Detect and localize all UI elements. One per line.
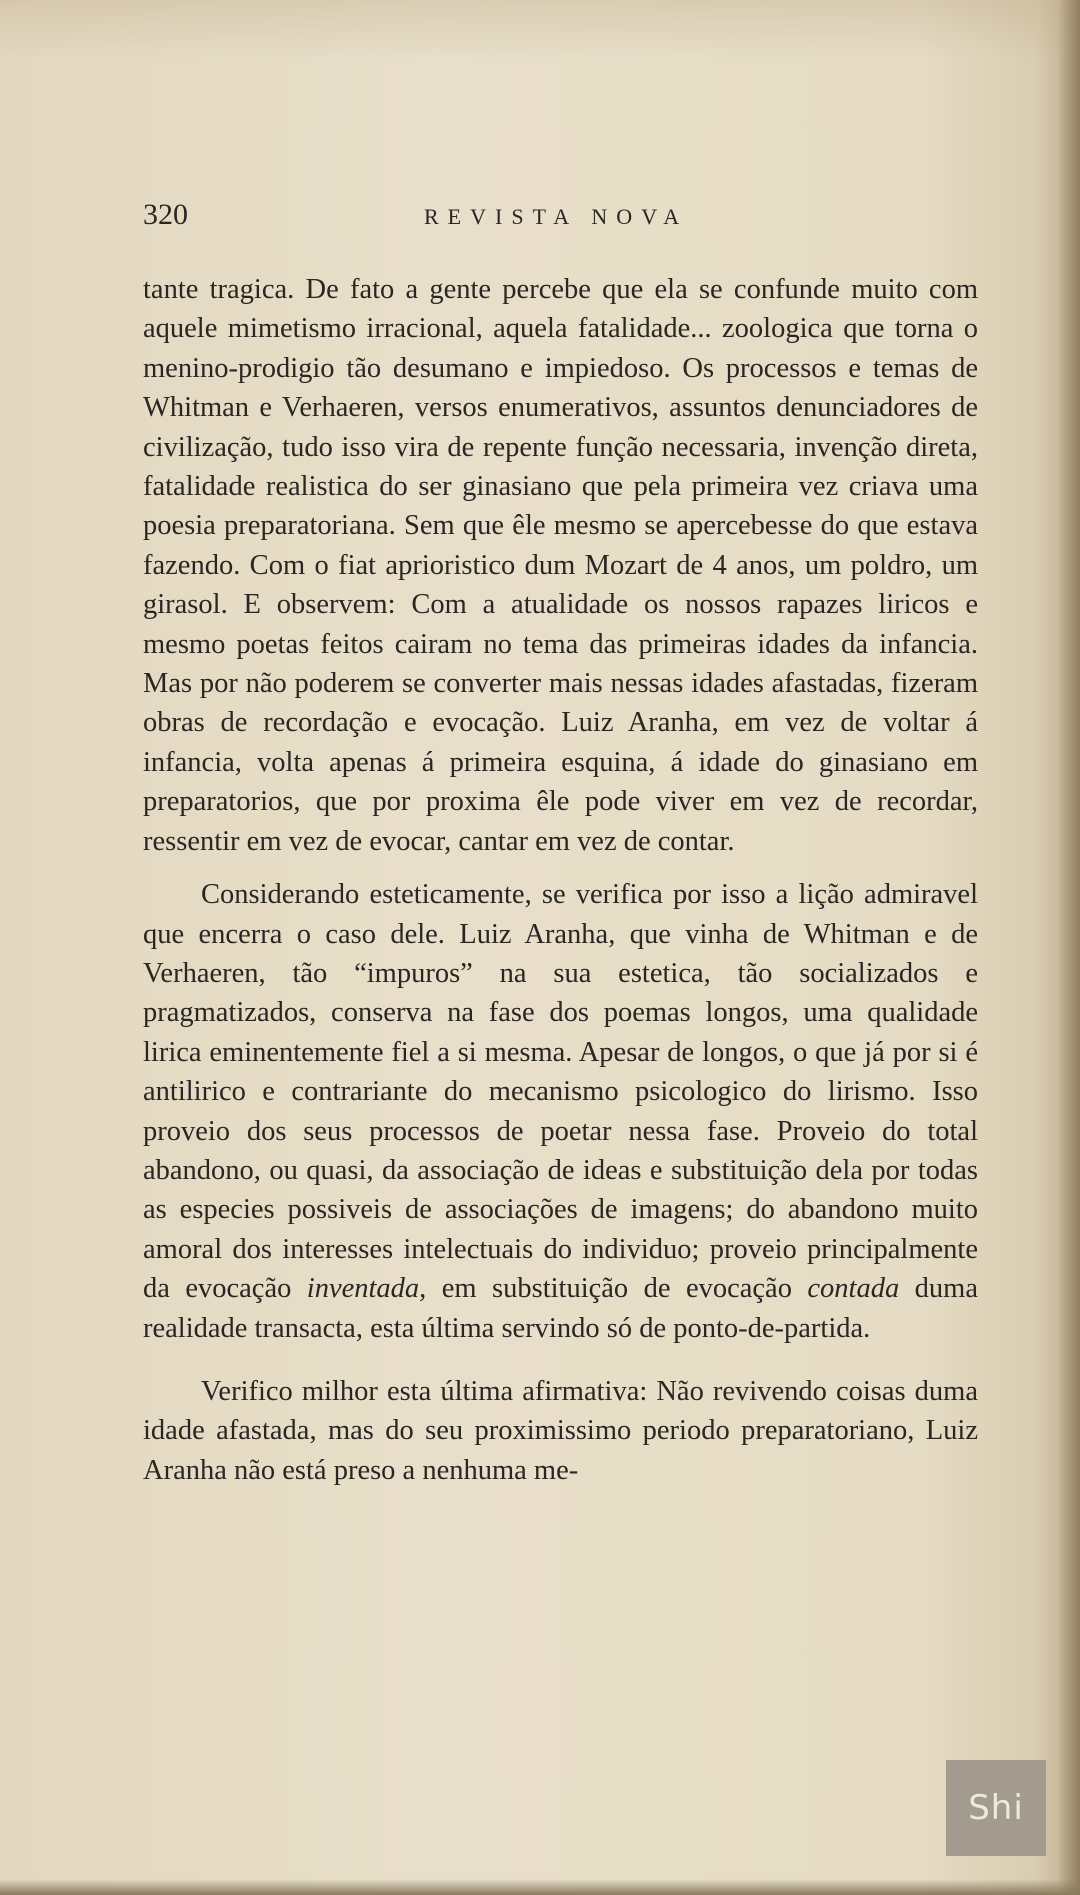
- logo-text-b: hi: [990, 1788, 1024, 1828]
- paragraph-2-text-b: em substituição de evocação: [426, 1273, 808, 1305]
- logo-text-a: S: [968, 1788, 991, 1828]
- page-edge-shadow: [1058, 0, 1080, 1895]
- paragraph-3: [143, 1372, 978, 1490]
- library-logo: [946, 1760, 1046, 1856]
- paragraph-2: [143, 875, 978, 1348]
- paragraph-3-text: Verifico milhor esta última afirmativa: Não revivendo coisas duma idade afastada, mas do seu proximissimo periodo preparatoriano, Luiz Aranha não está preso a nenhuma me-: [143, 1375, 978, 1486]
- italic-word-contada: contada: [807, 1273, 900, 1305]
- paragraph-1: [143, 270, 978, 861]
- paragraph-2-text-c: duma realidade transacta, esta última servindo só de ponto-de-partida.: [143, 1273, 978, 1344]
- italic-word-inventada: inventada,: [306, 1273, 427, 1305]
- page-header: [143, 198, 973, 232]
- running-title: REVISTA NOVA: [424, 204, 689, 229]
- body-text: [143, 270, 978, 1490]
- paragraph-1-text: tante tragica. De fato a gente percebe que ela se confunde muito com aquele mimetismo irracional, aquela fatalidade... zoologica que torna o menino-prodigio tão desumano e impiedoso. Os processos e temas de Whitman e Verhaeren, versos enumerativos, assuntos denunciadores de civilização, tudo isso vira de repente função necessaria, invenção direta, fatalidade realistica do ser ginasiano que pela primeira vez criava uma poesia preparatoriana. Sem que êle mesmo se apercebesse do que estava fazendo. Com o fiat aprioristico dum Mozart de 4 anos, um poldro, um girasol. E observem: Com a atualidade os nossos rapazes liricos e mesmo poetas feitos cairam no tema das primeiras idades da infancia. Mas por não poderem se converter mais nessas idades afastadas, fizeram obras de recordação e evocação. Luiz Aranha, em vez de voltar á infancia, volta apenas á primeira esquina, á idade do ginasiano em preparatorios, que por proxima êle pode viver em vez de recordar, ressentir em vez de evocar, cantar em vez de contar.: [143, 274, 978, 857]
- paragraph-2-text-a: Considerando esteticamente, se verifica por isso a lição admiravel que encerra o caso dele. Luiz Aranha, que vinha de Whitman e de Verhaeren, tão “impuros” na sua estetica, tão socializados e pragmatizados, conserva na fase dos poemas longos, uma qualidade lirica eminentemente fiel a si mesma. Apesar de longos, o que já por si é antilirico e contrariante do mecanismo psicologico do lirismo. Isso proveio dos seus processos de poetar nessa fase. Proveio do total abandono, ou quasi, da associação de ideas e substituição dela por todas as especies possiveis de associações de imagens; do abandono muito amoral dos interesses intelectuais do individuo; proveio principalmente da evocação: [143, 879, 978, 1305]
- page-number: 320: [143, 198, 188, 231]
